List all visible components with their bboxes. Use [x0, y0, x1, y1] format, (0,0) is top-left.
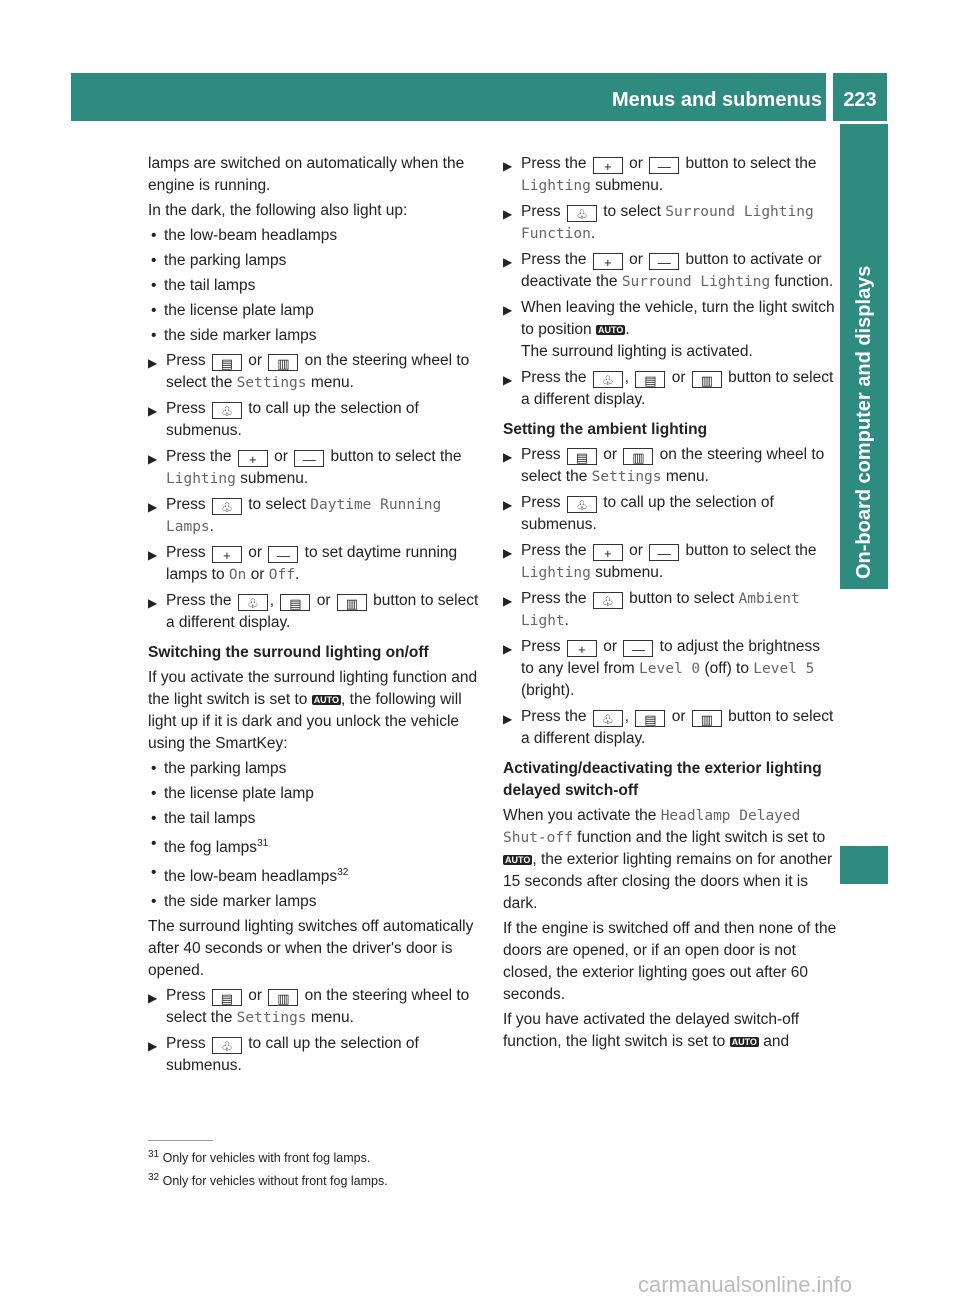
back-icon: ♧: [238, 594, 268, 611]
back-icon: ♧: [593, 592, 623, 609]
step-arrow-icon: ▶: [503, 255, 513, 269]
minus-icon: —: [649, 157, 679, 174]
list-item: • the license plate lamp: [148, 783, 482, 805]
step-arrow-icon: ▶: [503, 450, 513, 464]
list-item: • the low-beam headlamps: [148, 225, 482, 247]
step-arrow-icon: ▶: [148, 548, 158, 562]
list-item: • the parking lamps: [148, 250, 482, 272]
step: ▶ Press + or — to set daytime running lamps to On or Off.: [148, 544, 458, 583]
step: ▶ Press the + or — button to select the Lighting submenu.: [503, 542, 817, 581]
list-item: • the parking lamps: [148, 758, 482, 780]
back-icon: ♧: [593, 371, 623, 388]
step-arrow-icon: ▶: [503, 159, 513, 173]
step: ▶ Press the ♧ button to select Ambient Light.: [503, 590, 800, 629]
plus-icon: +: [593, 157, 623, 174]
page-left-icon: ▤: [280, 594, 310, 611]
left-column: [148, 153, 482, 1081]
step: ▶ Press ▤ or ▥ on the steering wheel to select the Settings menu.: [148, 352, 470, 391]
page-right-icon: ▥: [268, 989, 298, 1006]
back-icon: ♧: [593, 710, 623, 727]
paragraph: The surround lighting switches off automatically after 40 seconds or when the driver's door is opened.: [148, 918, 474, 980]
footnote: $^{31}$ Only for vehicles with front fog lamps.: [148, 1149, 371, 1166]
page-title: Menus and submenus: [611, 89, 822, 111]
list-item: • the license plate lamp: [148, 300, 482, 322]
plus-icon: +: [593, 544, 623, 561]
step-arrow-icon: ▶: [148, 596, 158, 610]
page-right-icon: ▥: [623, 448, 653, 465]
step-arrow-icon: ▶: [503, 712, 513, 726]
step: ▶ Press ▤ or ▥ on the steering wheel to select the Settings menu.: [148, 987, 470, 1027]
paragraph: lamps are switched on automatically when the engine is running.: [148, 155, 465, 194]
list-item: • the tail lamps: [148, 808, 482, 830]
list-item: • the side marker lamps: [148, 325, 482, 347]
back-icon: ♧: [212, 498, 242, 515]
auto-icon: AUTO: [597, 325, 624, 335]
list-item: • the side marker lamps: [148, 891, 482, 913]
step: ▶ Press the + or — button to select the Lighting submenu.: [503, 155, 817, 194]
step-arrow-icon: ▶: [503, 498, 513, 512]
step: ▶ Press ♧ to select Surround Lighting Function.: [503, 203, 814, 242]
step: ▶ Press ♧ to call up the selection of submenus.: [148, 1035, 419, 1075]
paragraph: In the dark, the following also light up:: [148, 202, 408, 219]
step: ▶ Press ♧ to call up the selection of submenus.: [148, 400, 419, 439]
step-arrow-icon: ▶: [148, 404, 158, 418]
list-item: • the low-beam headlamps$^{32}$: [148, 862, 482, 888]
section-heading: Switching the surround lighting on/off: [148, 644, 429, 661]
plus-icon: +: [212, 546, 242, 563]
step-arrow-icon: ▶: [503, 373, 513, 387]
auto-icon: AUTO: [731, 1037, 757, 1047]
section-heading: Activating/deactivating the exterior lighting delayed switch-off: [503, 760, 822, 799]
side-tab-label: On-board computer and displays: [853, 265, 875, 579]
minus-icon: —: [294, 450, 324, 467]
page-right-icon: ▥: [692, 710, 722, 727]
paragraph: When you activate the Headlamp Delayed Shut-off function and the light switch is set to AUTO , the exterior lighting remains on for another 15 seconds after closing the doors when it is dark.: [503, 807, 833, 912]
back-icon: ♧: [212, 1037, 242, 1054]
step: ▶ Press ♧ to call up the selection of submenus.: [503, 494, 774, 533]
step-arrow-icon: ▶: [503, 546, 513, 560]
step: ▶ Press + or — to adjust the brightness to any level from Level 0 (off) to Level 5 (bright).: [503, 638, 820, 699]
page-right-icon: ▥: [692, 371, 722, 388]
plus-icon: +: [238, 450, 268, 467]
step: ▶ Press ♧ to select Daytime Running Lamps.: [148, 496, 442, 535]
step-arrow-icon: ▶: [148, 500, 158, 514]
step: ▶ When leaving the vehicle, turn the light switch to position AUTO . The surround lighting is activated.: [503, 299, 835, 360]
step: ▶ Press the ♧ , ▤ or ▥ button to select a different display.: [503, 708, 834, 747]
side-marker: [840, 846, 888, 884]
step: ▶ Press the ♧ , ▤ or ▥ button to select a different display.: [148, 592, 479, 631]
step-arrow-icon: ▶: [503, 207, 513, 221]
footnote: $^{32}$ Only for vehicles without front fog lamps.: [148, 1172, 388, 1189]
step-arrow-icon: ▶: [148, 356, 158, 370]
page-left-icon: ▤: [212, 354, 242, 371]
footnotes: [148, 1145, 388, 1191]
page-left-icon: ▤: [635, 371, 665, 388]
step-arrow-icon: ▶: [148, 452, 158, 466]
plus-icon: +: [567, 640, 597, 657]
minus-icon: —: [649, 544, 679, 561]
minus-icon: —: [268, 546, 298, 563]
step-arrow-icon: ▶: [148, 1039, 158, 1054]
auto-icon: AUTO: [313, 695, 340, 705]
footnote-ref: 31: [257, 838, 269, 849]
list-item: • the tail lamps: [148, 275, 482, 297]
step-arrow-icon: ▶: [148, 991, 158, 1006]
paragraph: If you have activated the delayed switch-off function, the light switch is set to AUTO and: [503, 1011, 800, 1050]
plus-icon: +: [593, 253, 623, 270]
step-arrow-icon: ▶: [503, 642, 513, 656]
watermark: carmanualsonline.info: [638, 1272, 853, 1297]
section-heading: Setting the ambient lighting: [503, 421, 708, 438]
auto-icon: AUTO: [505, 855, 531, 865]
step-arrow-icon: ▶: [503, 594, 513, 608]
step: ▶ Press the ♧ , ▤ or ▥ button to select a different display.: [503, 369, 834, 408]
right-column: [503, 153, 837, 1056]
back-icon: ♧: [212, 402, 242, 419]
page-left-icon: ▤: [567, 448, 597, 465]
step: ▶ Press the + or — button to activate or deactivate the Surround Lighting function.: [503, 251, 834, 290]
step: ▶ Press the + or — button to select the Lighting submenu.: [148, 448, 462, 487]
step-arrow-icon: ▶: [503, 303, 513, 317]
list-item: • the fog lamps$^{31}$: [148, 833, 482, 859]
back-icon: ♧: [567, 496, 597, 513]
footnote-ref: 32: [337, 867, 349, 879]
page-right-icon: ▥: [268, 354, 298, 371]
page-right-icon: ▥: [337, 594, 367, 611]
page-left-icon: ▤: [212, 989, 242, 1006]
back-icon: ♧: [567, 205, 597, 222]
paragraph: If you activate the surround lighting function and the light switch is set to AUTO , the following will light up if it is dark and you unlock the vehicle using the SmartKey:: [148, 669, 478, 752]
minus-icon: —: [623, 640, 653, 657]
paragraph: If the engine is switched off and then none of the doors are opened, or if an open door is not closed, the exterior lighting goes out after 60 seconds.: [503, 920, 837, 1003]
page-number: 223: [833, 73, 887, 121]
page-left-icon: ▤: [635, 710, 665, 727]
step: ▶ Press ▤ or ▥ on the steering wheel to select the Settings menu.: [503, 446, 825, 485]
minus-icon: —: [649, 253, 679, 270]
footnote-divider: [148, 1140, 213, 1141]
